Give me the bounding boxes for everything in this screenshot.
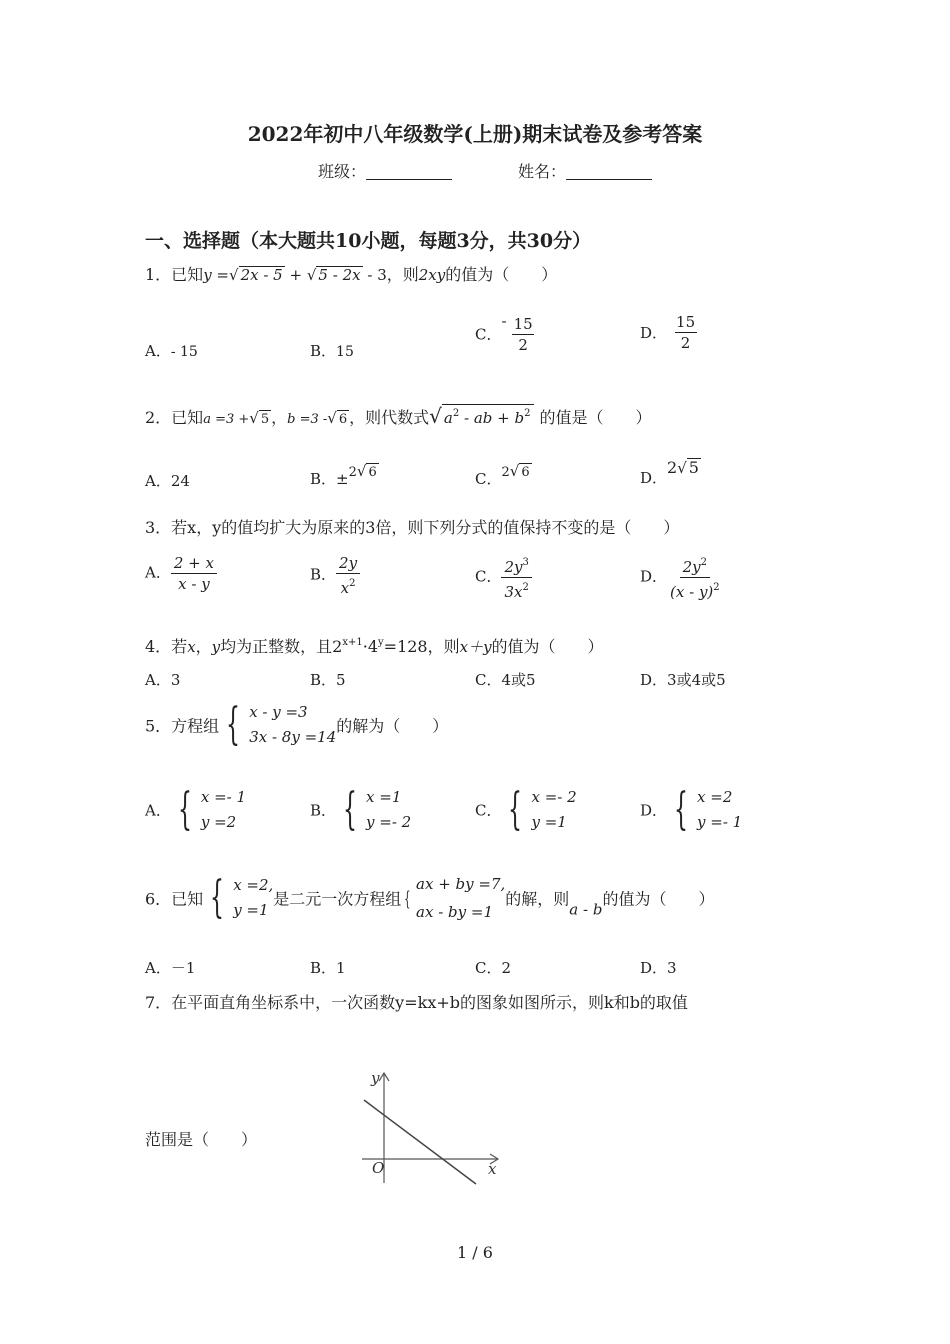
q2-option-d[interactable]: D．2√ 5 — [640, 458, 699, 487]
question-1: 1．已知y =√ 2x - 5 + √ 5 - 2x - 3，则2xy的值为（ ） — [145, 265, 558, 284]
section-heading: 一、选择题（本大题共10小题，每题3分，共30分） — [145, 230, 592, 252]
class-label: 班级： — [318, 162, 367, 181]
question-6: 6．已知 { x =2, y =1 是二元一次方程组 { ax + by =7, ax - by =1 的解，则a - b的值为（ ） — [145, 872, 715, 923]
question-7: 7．在平面直角坐标系中，一次函数y=kx+b的图象如图所示，则k和b的取值 — [145, 993, 688, 1012]
q2-option-c[interactable]: C．2√ 6 — [475, 462, 530, 488]
q3-option-a[interactable]: A． $\frac{2 + x}{x - y}$ — [145, 553, 217, 594]
name-label: 姓名： — [518, 162, 567, 181]
origin-label: O — [372, 1159, 385, 1177]
q6-option-c[interactable]: C．2 — [475, 959, 512, 977]
q5-option-b[interactable]: B． { x =1 y =- 2 — [310, 784, 412, 835]
q2-option-b[interactable]: B．±2√ 6 — [310, 462, 377, 488]
axis-x-label: x — [488, 1160, 497, 1178]
q1-prefix: 1．已知 — [145, 265, 204, 284]
q4-option-c[interactable]: C．4或5 — [475, 671, 536, 689]
page-number: 1 / 6 — [457, 1243, 493, 1262]
q3-option-d[interactable]: D． $\frac{2y^2}{(x - y)^2}$ — [640, 553, 723, 602]
linear-function-graph — [352, 1065, 512, 1195]
name-blank[interactable] — [566, 163, 652, 180]
q6-option-d[interactable]: D．3 — [640, 959, 677, 977]
name-field — [518, 159, 652, 182]
q3-option-b[interactable]: B． $\frac{2y}{x^2}$ — [310, 553, 360, 598]
q1-option-c[interactable]: C．- $\frac{15}{2}$ — [475, 312, 533, 354]
q1-expr: 2xy — [418, 266, 446, 284]
q5-option-a[interactable]: A． { x =- 1 y =2 — [145, 784, 247, 835]
q6-option-a[interactable]: A．－1 — [145, 959, 196, 977]
q5-option-d[interactable]: D． { x =2 y =- 1 — [640, 784, 743, 835]
q4-option-b[interactable]: B．5 — [310, 671, 346, 689]
q5-option-c[interactable]: C． { x =- 2 y =1 — [475, 784, 577, 835]
question-3: 3．若x，y的值均扩大为原来的3倍，则下列分式的值保持不变的是（ ） — [145, 518, 680, 537]
q1-formula: y =√ 2x - 5 + √ 5 - 2x - 3 — [203, 266, 387, 284]
q4-option-d[interactable]: D．3或4或5 — [640, 671, 726, 689]
page-title: 2022年初中八年级数学(上册)期末试卷及参考答案 — [247, 122, 703, 146]
q3-option-c[interactable]: C． $\frac{2y^3}{3x^2}$ — [475, 553, 532, 602]
question-7-cont: 范围是（ ） — [145, 1130, 258, 1149]
class-field — [318, 159, 452, 182]
question-2: 2．已知a =3 +√ 5 ，b =3 -√ 6 ，则代数式√ $a^2$ - ab + $b^2$ 的值是（ ） — [145, 404, 652, 428]
question-4: 4．若x，y均为正整数，且$2^{x+1}\cdot 4^y=128$，则x＋y的值为（ ） — [145, 637, 604, 656]
class-blank[interactable] — [366, 163, 452, 180]
q2-option-a[interactable]: A．24 — [145, 472, 190, 490]
q1-option-d[interactable]: D． $\frac{15}{2}$ — [640, 313, 696, 352]
q1-option-b[interactable]: B．15 — [310, 342, 354, 360]
axis-y-label: y — [371, 1069, 380, 1087]
q6-option-b[interactable]: B．1 — [310, 959, 346, 977]
question-5: 5．方程组 { x - y =3 3x - 8y =14 的解为（ ） — [145, 699, 449, 750]
q1-option-a[interactable]: A．- 15 — [145, 342, 198, 360]
q4-option-a[interactable]: A．3 — [145, 671, 181, 689]
